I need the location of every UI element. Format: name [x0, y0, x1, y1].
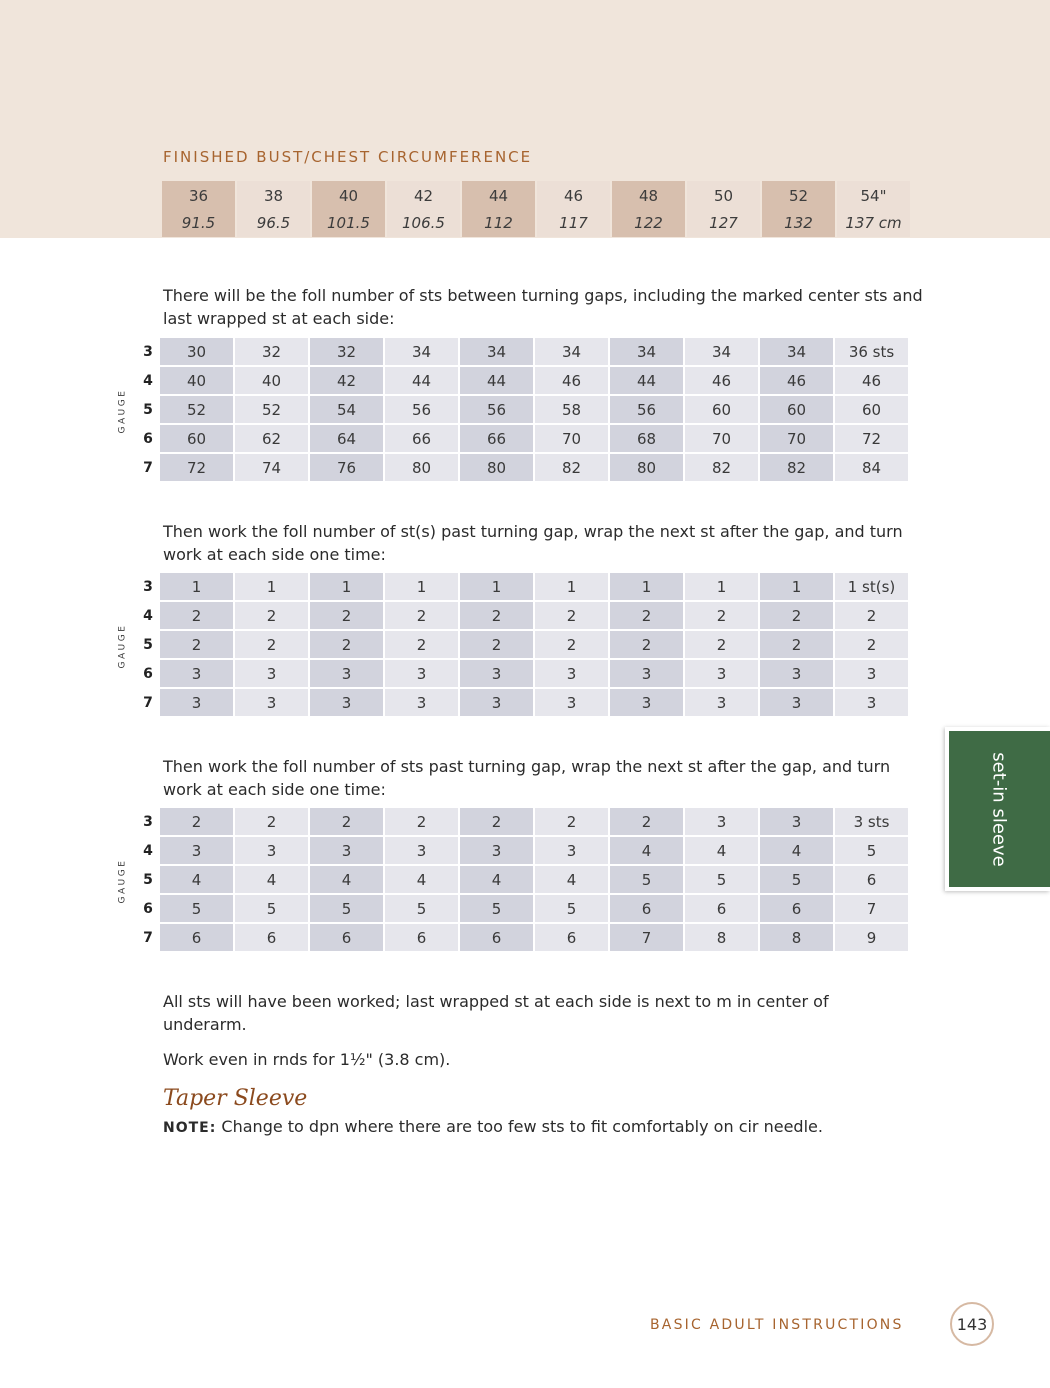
table-cell: 40: [160, 367, 233, 394]
size-cell: [762, 181, 835, 237]
table-cell: 3: [385, 660, 458, 687]
paragraph-all-sts: All sts will have been worked; last wrapped st at each side is next to m in center of underarm.: [163, 992, 829, 1034]
table-cell: 5: [685, 866, 758, 893]
table-cell: 2: [160, 808, 233, 835]
table-cell: 7: [610, 924, 683, 951]
size-centimeters: 137 cm: [845, 213, 902, 232]
table-row: [136, 338, 910, 365]
table-row: [136, 454, 910, 481]
table-cell: 3: [685, 689, 758, 716]
table-cell: 60: [835, 396, 908, 423]
table-cell: 52: [235, 396, 308, 423]
table-cell: 68: [610, 425, 683, 452]
table-cell: 2: [160, 631, 233, 658]
table-cell: 2: [235, 602, 308, 629]
table-cell: 34: [535, 338, 608, 365]
gauge-number: 5: [143, 636, 153, 653]
table-cell: 7: [835, 895, 908, 922]
table-cell: 64: [310, 425, 383, 452]
table-row: [136, 425, 910, 452]
table-cell: 3: [835, 689, 908, 716]
size-centimeters: 122: [634, 213, 663, 232]
gauge-number: 4: [143, 372, 153, 389]
table-cell: 60: [685, 396, 758, 423]
table-cell: 46: [535, 367, 608, 394]
table-cell: 8: [760, 924, 833, 951]
table-cell: 2: [385, 808, 458, 835]
instruction-text-2: Then work the foll number of st(s) past turning gap, wrap the next st after the gap, and turn work at each side one time:: [163, 522, 903, 564]
table-cell: 82: [685, 454, 758, 481]
table-cell: 60: [160, 425, 233, 452]
size-centimeters: 127: [709, 213, 738, 232]
size-inches: 50: [713, 186, 734, 205]
table-cell: 2: [610, 602, 683, 629]
table-cell: 4: [460, 866, 533, 893]
table-cell: 2: [385, 631, 458, 658]
gauge-axis-label: [112, 573, 132, 719]
table-cell: 6: [535, 924, 608, 951]
table-cell: 5: [160, 895, 233, 922]
table-cell: 2: [610, 631, 683, 658]
size-centimeters: 106.5: [402, 213, 445, 232]
table-cell: 56: [610, 396, 683, 423]
size-inches: 52: [788, 186, 809, 205]
side-tab-background: [949, 731, 1050, 887]
table-cell: 40: [235, 367, 308, 394]
table-cell: 3: [610, 689, 683, 716]
table-cell: 66: [460, 425, 533, 452]
table-cell: 2: [310, 602, 383, 629]
table-row: [136, 396, 910, 423]
table-row: [136, 895, 910, 922]
table-cell: 34: [385, 338, 458, 365]
table-cell: 44: [460, 367, 533, 394]
table-cell: 70: [535, 425, 608, 452]
size-cell: [387, 181, 460, 237]
table-cell: 5: [235, 895, 308, 922]
table-cell: 3: [160, 689, 233, 716]
table-cell: 5: [535, 895, 608, 922]
table-cell: 4: [385, 866, 458, 893]
table-cell: 3: [235, 837, 308, 864]
table-cell: 30: [160, 338, 233, 365]
table-row: [136, 367, 910, 394]
table-cell: 6: [610, 895, 683, 922]
table-cell: 3: [385, 837, 458, 864]
page-number: 143: [950, 1302, 994, 1346]
note-label: NOTE:: [163, 1120, 217, 1136]
table-row: [136, 924, 910, 951]
table-cell: 1: [160, 573, 233, 600]
table-cell: 3: [235, 660, 308, 687]
table-cell: 2: [760, 631, 833, 658]
table-cell: 2: [235, 631, 308, 658]
table-cell: 66: [385, 425, 458, 452]
table-row: [136, 808, 910, 835]
table-cell: 5: [610, 866, 683, 893]
table-cell: 72: [835, 425, 908, 452]
table-cell: 80: [610, 454, 683, 481]
size-inches: 54": [860, 186, 887, 205]
size-cell: [537, 181, 610, 237]
size-inches: 48: [638, 186, 659, 205]
size-cell: [837, 181, 910, 237]
table-cell: 2: [685, 602, 758, 629]
table-cell: 2: [835, 602, 908, 629]
table-cell: 2: [460, 631, 533, 658]
table-cell: 2: [835, 631, 908, 658]
table-cell: 62: [235, 425, 308, 452]
size-cell: [162, 181, 235, 237]
gauge-number: 5: [143, 401, 153, 418]
table-cell: 5: [835, 837, 908, 864]
side-tab[interactable]: [945, 727, 1050, 891]
table-row: [136, 866, 910, 893]
table-cell: 76: [310, 454, 383, 481]
gauge-number: 3: [143, 343, 153, 360]
table-cell: 3: [760, 660, 833, 687]
table-cell: 46: [685, 367, 758, 394]
table-cell: 3: [235, 689, 308, 716]
table-cell: 34: [460, 338, 533, 365]
table-cell: 4: [760, 837, 833, 864]
table-cell: 3: [310, 837, 383, 864]
table-cell: 72: [160, 454, 233, 481]
size-table: [162, 181, 912, 237]
table-cell: 6: [760, 895, 833, 922]
table-cell: 32: [310, 338, 383, 365]
table-cell: 3: [535, 689, 608, 716]
gauge-number: 3: [143, 813, 153, 830]
table-cell: 6: [835, 866, 908, 893]
instruction-text-3: Then work the foll number of sts past turning gap, wrap the next st after the gap, and turn work at each side one time:: [163, 757, 891, 799]
table-cell: 34: [685, 338, 758, 365]
gauge-label-text: GAUGE: [117, 623, 128, 669]
gauge-number: 6: [143, 430, 153, 447]
size-inches: 44: [488, 186, 509, 205]
size-cell: [687, 181, 760, 237]
table-cell: 1: [235, 573, 308, 600]
table-cell: 44: [385, 367, 458, 394]
gauge-number: 7: [143, 694, 153, 711]
size-inches: 40: [338, 186, 359, 205]
table-cell: 3 sts: [835, 808, 908, 835]
table-cell: 3: [760, 808, 833, 835]
size-cell: [237, 181, 310, 237]
table-row: [136, 631, 910, 658]
table-cell: 3: [685, 808, 758, 835]
gauge-number: 7: [143, 459, 153, 476]
table-cell: 2: [760, 602, 833, 629]
size-inches: 42: [413, 186, 434, 205]
size-centimeters: 117: [559, 213, 588, 232]
note-text: Change to dpn where there are too few sts to fit comfortably on cir needle.: [216, 1117, 823, 1136]
table-cell: 3: [310, 689, 383, 716]
table-cell: 2: [385, 602, 458, 629]
size-centimeters: 112: [484, 213, 513, 232]
table-cell: 54: [310, 396, 383, 423]
gauge-number: 4: [143, 842, 153, 859]
instruction-text-1: There will be the foll number of sts between turning gaps, including the marked center sts and last wrapped st at each side:: [163, 286, 923, 328]
table-cell: 2: [310, 631, 383, 658]
table-cell: 74: [235, 454, 308, 481]
table-cell: 3: [160, 837, 233, 864]
footer-section-title: BASIC ADULT INSTRUCTIONS: [650, 1317, 904, 1333]
table-cell: 42: [310, 367, 383, 394]
table-cell: 82: [535, 454, 608, 481]
gauge-number: 7: [143, 929, 153, 946]
table-cell: 3: [835, 660, 908, 687]
gauge-axis-label: [112, 338, 132, 484]
table-cell: 6: [460, 924, 533, 951]
table-cell: 2: [535, 631, 608, 658]
table-cell: 84: [835, 454, 908, 481]
table-cell: 4: [685, 837, 758, 864]
table-row: [136, 660, 910, 687]
table-cell: 2: [460, 602, 533, 629]
table-cell: 34: [610, 338, 683, 365]
table-cell: 46: [760, 367, 833, 394]
table-cell: 3: [610, 660, 683, 687]
table-cell: 3: [310, 660, 383, 687]
table-cell: 1: [535, 573, 608, 600]
size-cell: [462, 181, 535, 237]
subheading-taper-sleeve: Taper Sleeve: [163, 1086, 308, 1111]
table-cell: 3: [760, 689, 833, 716]
size-cell: [612, 181, 685, 237]
table-cell: 1: [385, 573, 458, 600]
table-cell: 6: [160, 924, 233, 951]
table-cell: 3: [460, 837, 533, 864]
size-centimeters: 132: [784, 213, 813, 232]
section-title: FINISHED BUST/CHEST CIRCUMFERENCE: [163, 148, 533, 166]
table-cell: 34: [760, 338, 833, 365]
table-cell: 82: [760, 454, 833, 481]
table-cell: 1: [610, 573, 683, 600]
table-cell: 4: [235, 866, 308, 893]
table-cell: 3: [535, 837, 608, 864]
table-cell: 1 st(s): [835, 573, 908, 600]
gauge-number: 6: [143, 900, 153, 917]
table-cell: 6: [235, 924, 308, 951]
table-cell: 56: [460, 396, 533, 423]
gauge-number: 3: [143, 578, 153, 595]
size-cell: [312, 181, 385, 237]
table-row: [136, 573, 910, 600]
table-cell: 2: [610, 808, 683, 835]
table-cell: 2: [235, 808, 308, 835]
size-centimeters: 91.5: [181, 213, 216, 232]
table-cell: 2: [535, 808, 608, 835]
size-centimeters: 96.5: [256, 213, 291, 232]
table-cell: 2: [310, 808, 383, 835]
table-cell: 56: [385, 396, 458, 423]
table-row: [136, 689, 910, 716]
table-cell: 52: [160, 396, 233, 423]
size-inches: 36: [188, 186, 209, 205]
table-cell: 5: [310, 895, 383, 922]
table-cell: 3: [685, 660, 758, 687]
table-cell: 4: [160, 866, 233, 893]
table-cell: 6: [310, 924, 383, 951]
table-cell: 9: [835, 924, 908, 951]
table-cell: 2: [685, 631, 758, 658]
table-cell: 3: [535, 660, 608, 687]
table-cell: 6: [385, 924, 458, 951]
table-cell: 58: [535, 396, 608, 423]
table-cell: 70: [760, 425, 833, 452]
table-cell: 3: [460, 660, 533, 687]
table-cell: 1: [460, 573, 533, 600]
table-cell: 32: [235, 338, 308, 365]
gauge-label-text: GAUGE: [117, 388, 128, 434]
table-cell: 46: [835, 367, 908, 394]
size-centimeters: 101.5: [327, 213, 370, 232]
table-cell: 4: [535, 866, 608, 893]
table-cell: 70: [685, 425, 758, 452]
table-cell: 80: [385, 454, 458, 481]
table-cell: 4: [610, 837, 683, 864]
side-tab-label: set-in sleeve: [989, 751, 1011, 867]
table-row: [136, 837, 910, 864]
paragraph-work-even: Work even in rnds for 1½" (3.8 cm).: [163, 1050, 451, 1069]
table-cell: 60: [760, 396, 833, 423]
table-cell: 1: [760, 573, 833, 600]
gauge-axis-label: [112, 808, 132, 954]
table-cell: 4: [310, 866, 383, 893]
table-cell: 3: [385, 689, 458, 716]
table-cell: 5: [460, 895, 533, 922]
note: [163, 1117, 823, 1136]
table-cell: 5: [760, 866, 833, 893]
gauge-number: 6: [143, 665, 153, 682]
table-cell: 6: [685, 895, 758, 922]
table-cell: 80: [460, 454, 533, 481]
table-cell: 3: [160, 660, 233, 687]
gauge-label-text: GAUGE: [117, 858, 128, 904]
table-cell: 2: [460, 808, 533, 835]
gauge-number: 5: [143, 871, 153, 888]
table-cell: 1: [310, 573, 383, 600]
table-cell: 2: [160, 602, 233, 629]
table-cell: 36 sts: [835, 338, 908, 365]
table-cell: 2: [535, 602, 608, 629]
size-inches: 46: [563, 186, 584, 205]
table-cell: 5: [385, 895, 458, 922]
table-cell: 8: [685, 924, 758, 951]
size-inches: 38: [263, 186, 284, 205]
gauge-number: 4: [143, 607, 153, 624]
table-cell: 44: [610, 367, 683, 394]
table-cell: 3: [460, 689, 533, 716]
table-row: [136, 602, 910, 629]
table-cell: 1: [685, 573, 758, 600]
